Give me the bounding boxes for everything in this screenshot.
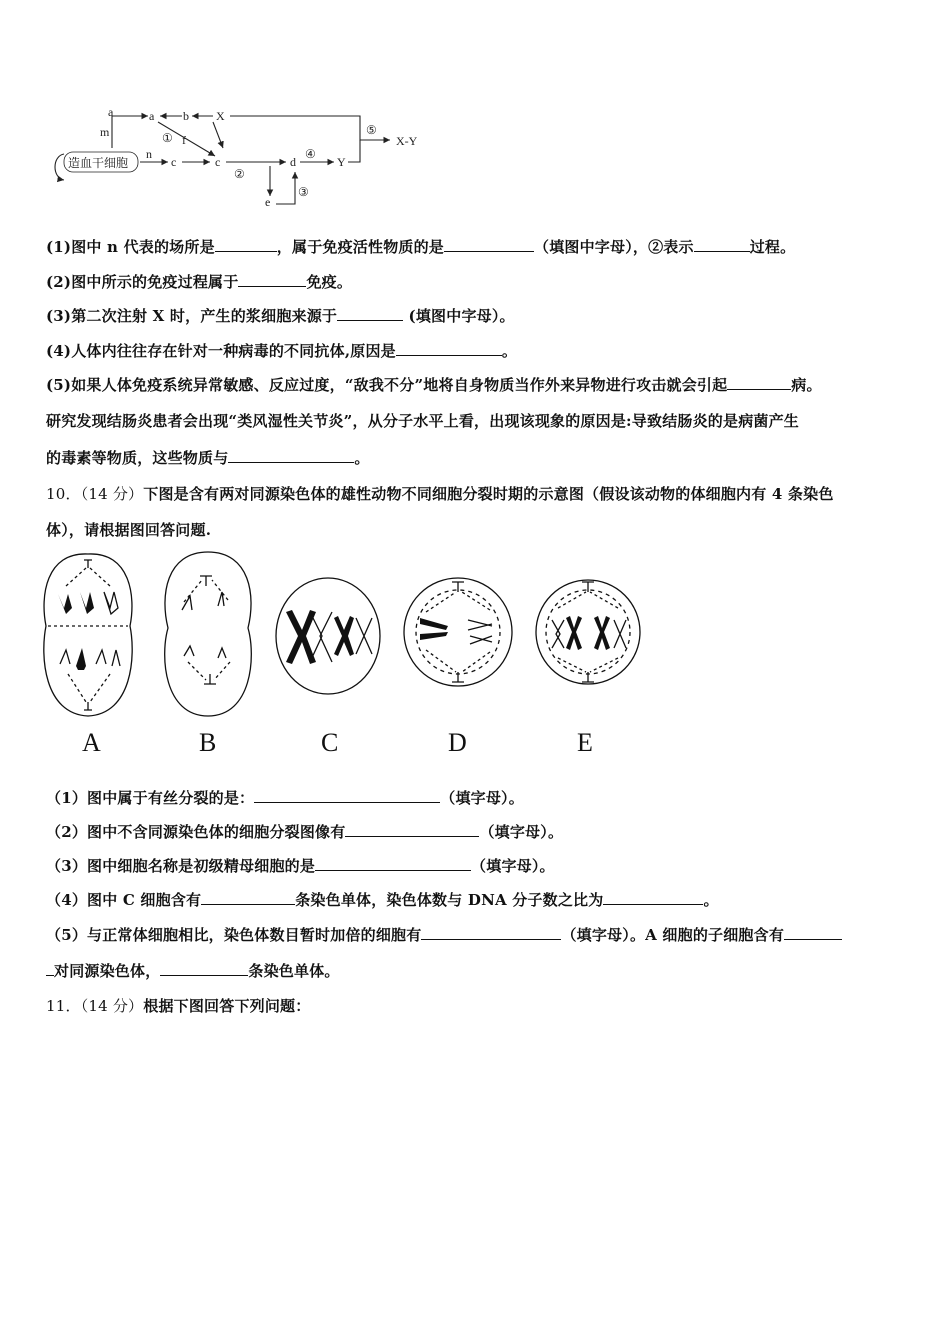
answer-blank[interactable] xyxy=(160,961,248,976)
answer-blank[interactable] xyxy=(444,237,534,252)
cell-d xyxy=(404,578,512,686)
svg-text:e: e xyxy=(265,195,271,209)
svg-text:X: X xyxy=(216,109,225,123)
q10-sub-1: （1）图中属于有丝分裂的是： （填字母）。 xyxy=(46,789,524,807)
q10-sub-4: （4）图中 C 细胞含有 条染色单体，染色体数与 DNA 分子数之比为 。 xyxy=(46,891,719,909)
svg-text:c: c xyxy=(171,155,177,169)
cell-label-d: D xyxy=(448,728,467,757)
q10-sub-2: （2）图中不含同源染色体的细胞分裂图像有 （填字母）。 xyxy=(46,823,564,841)
q9-line-7: 的毒素等物质，这些物质与 。 xyxy=(46,449,370,467)
answer-blank[interactable] xyxy=(337,306,403,321)
immune-process-diagram xyxy=(50,100,440,212)
answer-blank[interactable] xyxy=(345,822,479,837)
q10-sub-6: 对同源染色体， 条染色单体。 xyxy=(46,960,340,981)
svg-text:Y: Y xyxy=(337,155,346,169)
cell-a xyxy=(44,554,132,716)
q10-intro-line-2: 体），请根据图回答问题. xyxy=(46,521,212,539)
svg-text:c: c xyxy=(215,155,221,169)
stem-cell-label: 造血干细胞 xyxy=(68,156,129,170)
q10-sub-3: （3）图中细胞名称是初级精母细胞的是 （填字母）。 xyxy=(46,857,555,875)
answer-blank[interactable] xyxy=(201,890,295,905)
q10-intro-line-1: 10．（14 分）下图是含有两对同源染色体的雄性动物不同细胞分裂时期的示意图（假设该动物的体细胞内有 4 条染色 xyxy=(46,485,834,503)
answer-blank[interactable] xyxy=(603,890,703,905)
svg-text:X-Y: X-Y xyxy=(396,134,418,148)
answer-blank[interactable] xyxy=(421,925,561,940)
cell-label-b: B xyxy=(199,728,217,757)
svg-text:a: a xyxy=(108,105,114,119)
svg-text:d: d xyxy=(290,155,296,169)
q10-sub-5: （5）与正常体细胞相比，染色体数目暂时加倍的细胞有 （填字母）。A 细胞的子细胞含有 xyxy=(46,924,842,945)
q9-line-3: (3)第二次注射 X 时，产生的浆细胞来源于 (填图中字母）。 xyxy=(46,307,515,325)
self-renewal-loop xyxy=(55,154,64,180)
answer-blank[interactable] xyxy=(228,448,354,463)
answer-blank[interactable] xyxy=(315,856,471,871)
cell-division-figures xyxy=(40,546,650,722)
svg-text:a: a xyxy=(149,109,155,123)
svg-text:②: ② xyxy=(234,167,245,181)
q9-line-6: 研究发现结肠炎患者会出现“类风湿性关节炎”，从分子水平上看，出现该现象的原因是:导致结肠炎的是病菌产生 xyxy=(46,412,799,430)
q11-heading: 11．（14 分）根据下图回答下列问题： xyxy=(46,997,311,1015)
answer-blank[interactable] xyxy=(727,375,791,390)
q9-line-5: (5)如果人体免疫系统异常敏感、反应过度，“敌我不分”地将自身物质当作外来异物进行攻击就会引起 病。 xyxy=(46,376,822,394)
q9-line-1: (1)图中 n 代表的场所是 ，属于免疫活性物质的是 （填图中字母），②表示 过程。 xyxy=(46,238,796,256)
svg-text:③: ③ xyxy=(298,185,309,199)
answer-blank[interactable] xyxy=(396,341,502,356)
answer-blank[interactable] xyxy=(46,961,54,976)
cell-c xyxy=(276,578,380,694)
svg-text:f: f xyxy=(182,133,186,147)
cell-b xyxy=(165,552,252,716)
answer-blank[interactable] xyxy=(215,237,277,252)
svg-text:n: n xyxy=(146,147,152,161)
answer-blank[interactable] xyxy=(784,925,842,940)
q9-line-2: (2)图中所示的免疫过程属于 免疫。 xyxy=(46,273,353,291)
cell-label-c: C xyxy=(321,728,339,757)
answer-blank[interactable] xyxy=(694,237,750,252)
answer-blank[interactable] xyxy=(238,272,306,287)
svg-text:m: m xyxy=(100,125,110,139)
svg-text:①: ① xyxy=(162,131,173,145)
svg-text:b: b xyxy=(183,109,189,123)
answer-blank[interactable] xyxy=(254,788,440,803)
cell-label-e: E xyxy=(577,728,593,757)
q9-line-4: (4)人体内往往存在针对一种病毒的不同抗体,原因是 。 xyxy=(46,342,518,360)
cell-e xyxy=(536,580,640,684)
svg-text:⑤: ⑤ xyxy=(366,123,377,137)
cell-label-a: A xyxy=(82,728,101,757)
svg-text:④: ④ xyxy=(305,147,316,161)
